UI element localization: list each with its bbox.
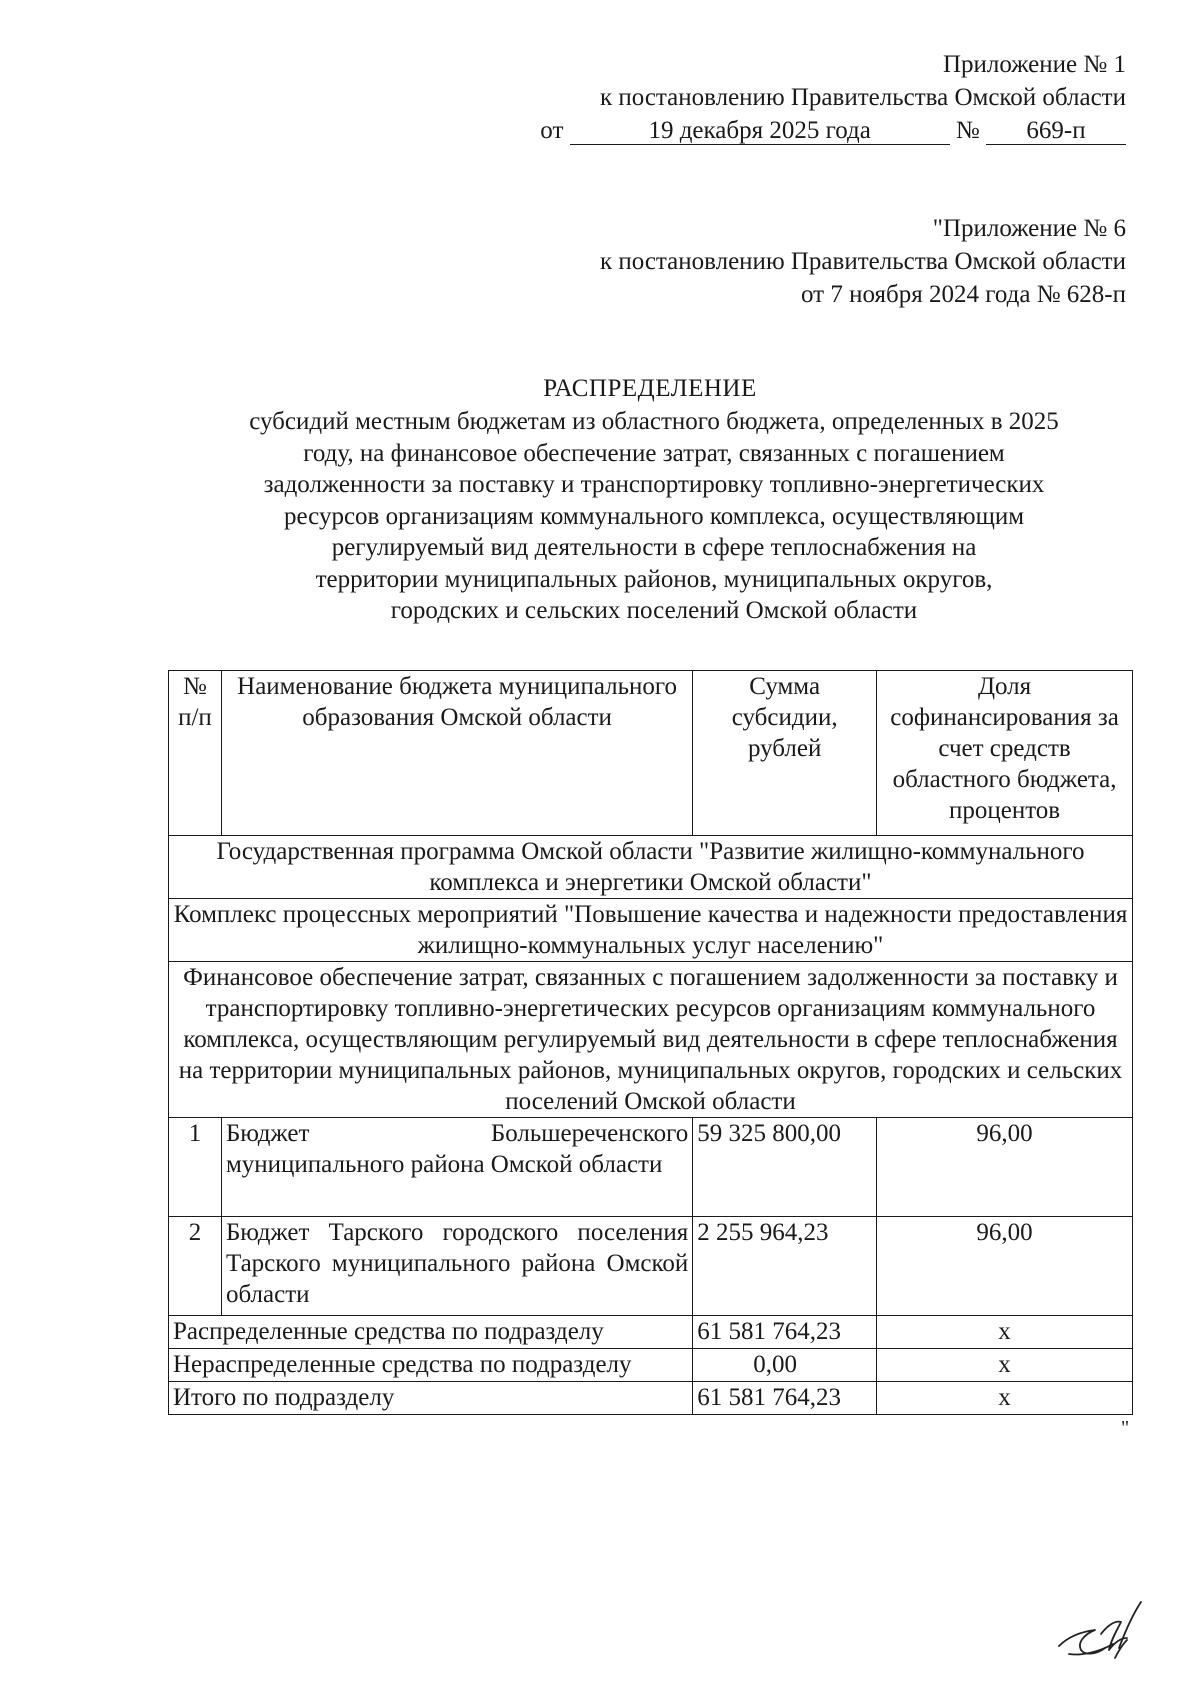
subtitle-line: территории муниципальных районов, муниципальных округов, [315,565,993,593]
purpose-row [169,962,1133,1118]
distributed-label: Распределенные средства по подразделу [169,1316,693,1349]
resolution-date: 19 декабря 2025 года [570,118,950,145]
row-num: 2 [169,1217,222,1316]
distributed-share: x [877,1316,1133,1349]
undistributed-total-row [169,1349,1133,1382]
table-row [169,1217,1133,1316]
purpose-text: Финансовое обеспечение затрат, связанных с погашением задолженности за поставку и транспортировку топливно-энергетических ресурсов организациям коммунального комплекса, осуществляющим регулируемый вид деятельности в сфере теплоснабжения на территории муниципальных районов, муниципальных округов, городских и сельских поселений Омской области [169,962,1133,1118]
row-sum: 2 255 964,23 [693,1217,877,1316]
closing-quote: " [1121,1417,1130,1439]
grand-total-label: Итого по подразделу [169,1382,693,1415]
distribution-table [168,670,1133,1415]
document-title: РАСПРЕДЕЛЕНИЕ [543,375,757,402]
row-share: 96,00 [877,1118,1133,1217]
header-name: Наименование бюджета муниципального образования Омской области [221,671,692,836]
grand-total-share: x [877,1382,1133,1415]
appendix-amended-date: от 7 ноября 2024 года № 628-п [801,281,1126,308]
undistributed-label: Нераспределенные средства по подразделу [169,1349,693,1382]
appendix-current-date-line [540,114,1126,147]
resolution-number: 669-п [986,118,1126,145]
appendix-amended-header [600,212,1126,311]
subtitle-line: регулируемый вид деятельности в сфере теплоснабжения на [331,534,977,561]
row-num: 1 [169,1118,222,1217]
row-name: Бюджет Большереченского муниципального района Омской области [221,1118,692,1217]
header-share: Доля софинансирования за счет средств областного бюджета, процентов [877,671,1133,836]
document-subtitle [193,406,1115,627]
subtitle-line: ресурсов организациям коммунального комплекса, осуществляющим [283,502,1025,530]
subtitle-line: задолженности за поставку и транспортировку топливно-энергетических [263,471,1045,498]
header-num: № п/п [169,671,222,836]
subtitle-line: городских и сельских поселений Омской области [390,597,918,624]
table-header-row [169,671,1133,836]
from-label: от [540,117,564,144]
row-sum: 59 325 800,00 [693,1118,877,1217]
number-label: № [955,117,980,144]
header-sum: Сумма субсидии, рублей [693,671,877,836]
grand-total-sum: 61 581 764,23 [693,1382,877,1415]
appendix-current-resolution: к постановлению Правительства Омской области [599,84,1126,111]
complex-name: Комплекс процессных мероприятий "Повышение качества и надежности предоставления жилищно-коммунальных услуг населению" [169,899,1133,962]
appendix-amended-resolution: к постановлению Правительства Омской области [599,248,1126,275]
appendix-current-title: Приложение № 1 [942,51,1126,78]
undistributed-sum: 0,00 [693,1349,877,1382]
table-row [169,1118,1133,1217]
handwritten-signature-icon [1055,1598,1145,1675]
distributed-sum: 61 581 764,23 [693,1316,877,1349]
appendix-amended-title: "Приложение № 6 [932,215,1126,242]
grand-total-row [169,1382,1133,1415]
undistributed-share: x [877,1349,1133,1382]
distributed-total-row [169,1316,1133,1349]
appendix-current-header [540,48,1126,147]
program-row [169,836,1133,899]
subtitle-line: году, на финансовое обеспечение затрат, связанных с погашением [303,439,1005,467]
row-name: Бюджет Тарского городского поселения Тарского муниципального района Омской области [221,1217,692,1316]
program-name: Государственная программа Омской области "Развитие жилищно-коммунального комплекса и энергетики Омской области" [169,836,1133,899]
complex-row [169,899,1133,962]
subtitle-line: субсидий местным бюджетам из областного бюджета, определенных в 2025 [249,408,1059,435]
row-share: 96,00 [877,1217,1133,1316]
